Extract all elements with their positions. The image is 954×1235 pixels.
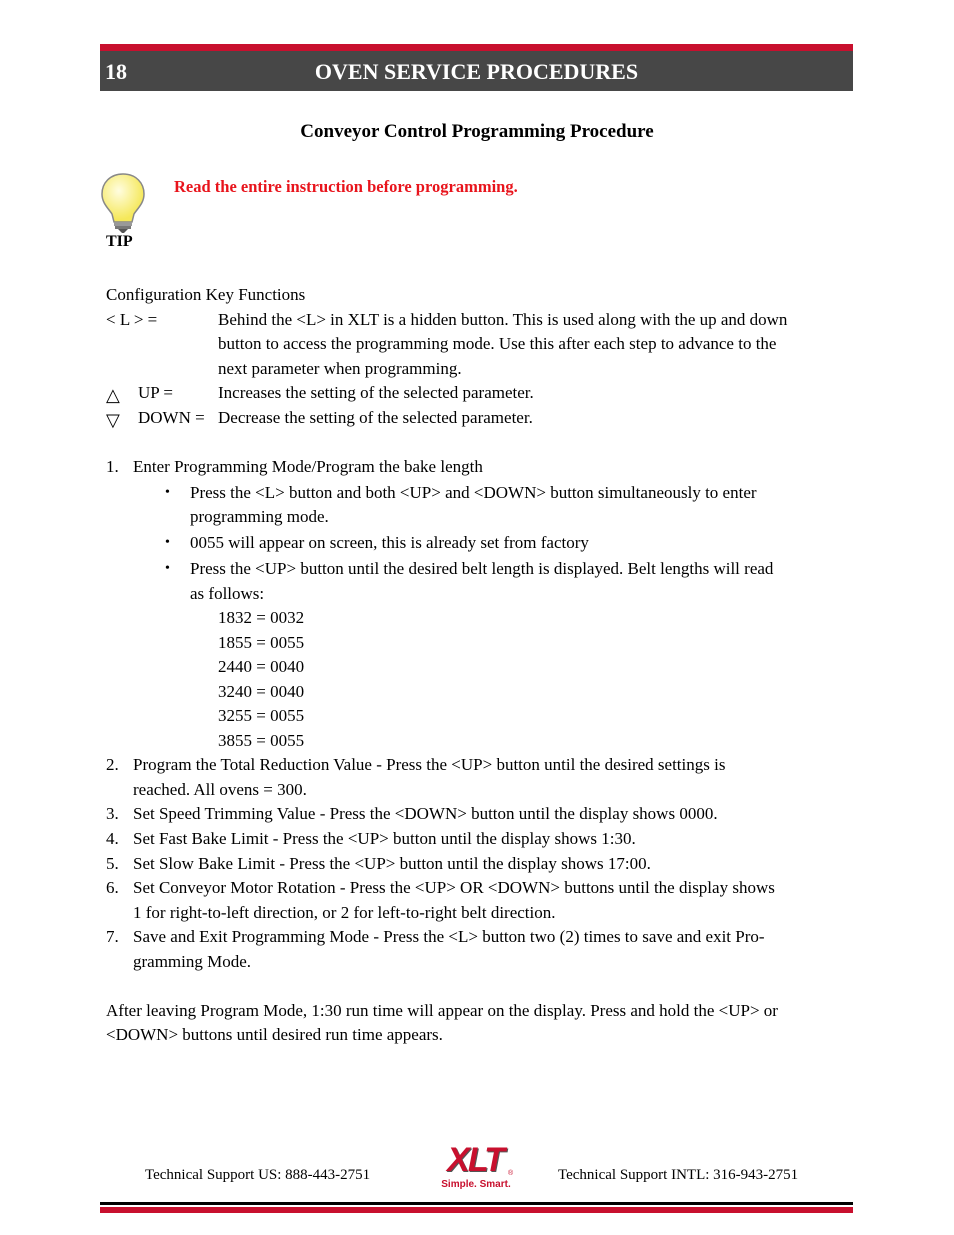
up-key-desc: Increases the setting of the selected parameter. <box>218 383 534 402</box>
belt-length-item: 1855 = 0055 <box>218 633 305 652</box>
belt-length-item: 2440 = 0040 <box>218 657 305 676</box>
l-key-desc-line1: Behind the <L> in XLT is a hidden button. This is used along with the up and down <box>218 310 788 329</box>
step-1-bullet-1-line1: Press the <L> button and both <UP> and <DOWN> button simultaneously to enter <box>190 483 757 502</box>
up-key-label: UP = <box>138 383 173 402</box>
support-us: Technical Support US: 888-443-2751 <box>145 1167 371 1183</box>
page-number: 18 <box>105 59 127 84</box>
l-key-label: < L > = <box>106 310 158 329</box>
page-title: OVEN SERVICE PROCEDURES <box>314 59 639 84</box>
down-triangle-icon: ▽ <box>106 410 120 430</box>
closing-line2: <DOWN> buttons until desired run time appears. <box>106 1025 443 1044</box>
step-3-text: Set Speed Trimming Value - Press the <DOWN> button until the display shows 0000. <box>133 804 718 823</box>
tip-text: Read the entire instruction before programming. <box>174 177 518 196</box>
step-1-text: Enter Programming Mode/Program the bake length <box>133 457 483 476</box>
down-key-label: DOWN = <box>138 408 205 427</box>
header-red-rule <box>100 44 853 51</box>
lightbulb-icon <box>100 172 146 234</box>
registered-mark: ® <box>508 1170 514 1177</box>
step-3-number: 3. <box>106 804 119 823</box>
l-key-desc-line3: next parameter when programming. <box>218 359 462 378</box>
bullet-icon: • <box>165 485 170 500</box>
step-4-text: Set Fast Bake Limit - Press the <UP> button until the display shows 1:30. <box>133 829 636 848</box>
logo-tagline: Simple. Smart. <box>441 1179 511 1190</box>
logo-text: XLT <box>447 1141 503 1179</box>
step-6-number: 6. <box>106 878 119 897</box>
belt-length-item: 3240 = 0040 <box>218 682 305 701</box>
step-1-bullet-3-line2: as follows: <box>190 584 265 603</box>
belt-length-item: 1832 = 0032 <box>218 608 305 627</box>
tip-label: TIP <box>106 233 133 250</box>
step-6-line2: 1 for right-to-left direction, or 2 for left-to-right belt direction. <box>133 903 556 922</box>
belt-length-item: 3255 = 0055 <box>218 706 305 725</box>
step-5-text: Set Slow Bake Limit - Press the <UP> button until the display shows 17:00. <box>133 854 651 873</box>
section-title: Conveyor Control Programming Procedure <box>300 121 654 142</box>
belt-length-item: 3855 = 0055 <box>218 731 305 750</box>
bullet-icon: • <box>165 561 170 576</box>
step-7-line2: gramming Mode. <box>133 952 252 971</box>
config-heading: Configuration Key Functions <box>106 285 306 304</box>
step-1-number: 1. <box>106 457 119 476</box>
step-5-number: 5. <box>106 854 119 873</box>
step-2-number: 2. <box>106 755 119 774</box>
step-2-line1: Program the Total Reduction Value - Press the <UP> button until the desired settings is <box>133 755 726 774</box>
step-2-line2: reached. All ovens = 300. <box>133 780 307 799</box>
down-key-desc: Decrease the setting of the selected parameter. <box>218 408 533 427</box>
step-4-number: 4. <box>106 829 119 848</box>
up-triangle-icon: △ <box>106 385 120 405</box>
step-7-number: 7. <box>106 927 119 946</box>
closing-line1: After leaving Program Mode, 1:30 run time will appear on the display. Press and hold the <UP> or <box>106 1001 778 1020</box>
step-1-bullet-1-line2: programming mode. <box>190 507 329 526</box>
page-header <box>100 44 853 91</box>
support-intl: Technical Support INTL: 316-943-2751 <box>558 1167 799 1183</box>
bullet-icon: • <box>165 535 170 550</box>
step-6-line1: Set Conveyor Motor Rotation - Press the <UP> OR <DOWN> buttons until the display shows <box>133 878 775 897</box>
l-key-desc-line2: button to access the programming mode. Use this after each step to advance to the <box>218 334 777 353</box>
step-1-bullet-3-line1: Press the <UP> button until the desired belt length is displayed. Belt lengths will read <box>190 559 774 578</box>
step-7-line1: Save and Exit Programming Mode - Press the <L> button two (2) times to save and exit Pro- <box>133 927 765 946</box>
footer-red-rule <box>100 1207 853 1213</box>
footer-rule <box>100 1202 853 1205</box>
step-1-bullet-2: 0055 will appear on screen, this is already set from factory <box>190 533 589 552</box>
